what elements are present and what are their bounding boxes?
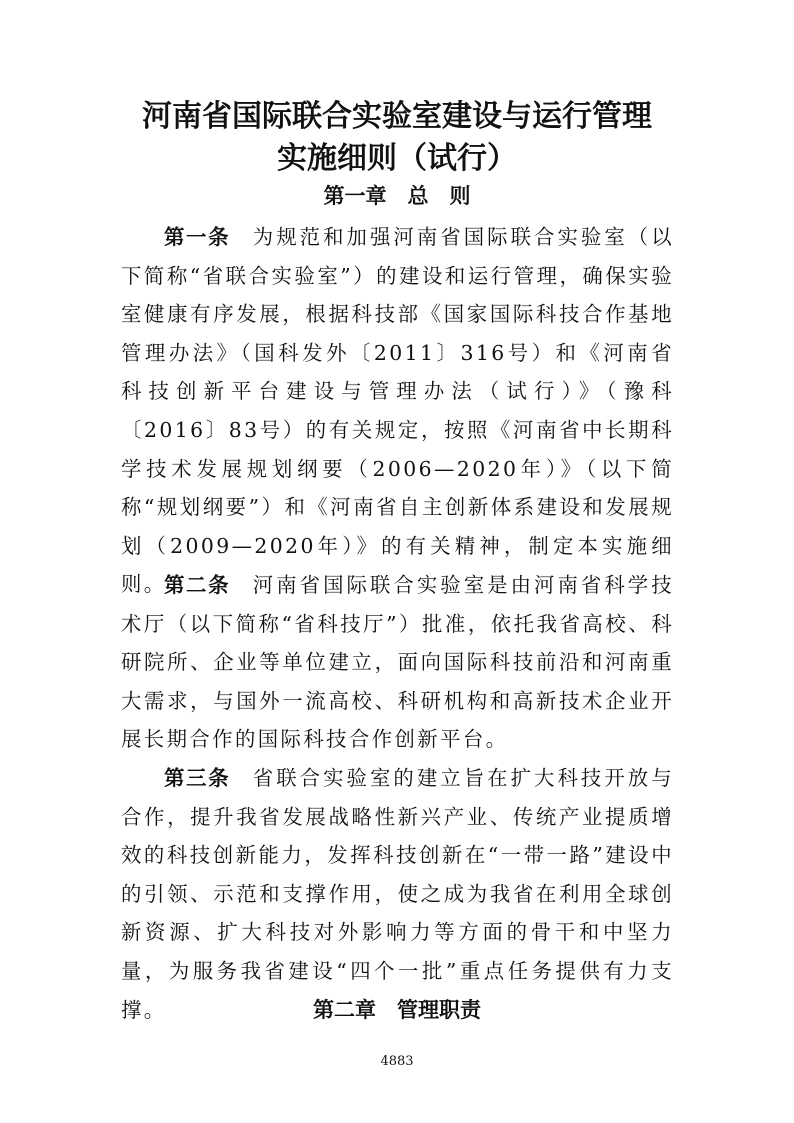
document-title-line-2: 实施细则（试行） bbox=[277, 141, 517, 176]
article-1-label: 第一条 bbox=[164, 225, 231, 249]
article-2-label: 第二条 bbox=[164, 573, 231, 597]
article-1-text: 为规范和加强河南省国际联合实验室（以下简称“省联合实验室”）的建设和运行管理，确保实验室健康有序发展，根据科技部《国家国际科技合作基地管理办法》（国科发外〔2011〕316号）和《河南省科技创新平台建设与管理办法（试行）》（豫科〔2016〕83号）的有关规定，按照《河南省中长期科学技术发展规划纲要（2006—2020年）》（以下简称“规划纲要”）和《河南省自主创新体系建设和发展规划（2009—2020年）》的有关精神，制定本实施细则。 bbox=[121, 225, 675, 597]
document-title-line-1: 河南省国际联合实验室建设与运行管理 bbox=[142, 99, 652, 134]
article-1 bbox=[121, 218, 674, 604]
article-2-text: 河南省国际联合实验室是由河南省科学技术厅（以下简称“省科技厅”）批准，依托我省高校、科研院所、企业等单位建立，面向国际科技前沿和河南重大需求，与国外一流高校、科研机构和高新技术企业开展长期合作的国际科技合作创新平台。 bbox=[121, 573, 675, 752]
chapter-heading-2: 第二章 管理职责 bbox=[313, 998, 481, 1022]
article-2 bbox=[121, 566, 674, 759]
article-3-label: 第三条 bbox=[164, 766, 231, 790]
article-3 bbox=[121, 759, 674, 1029]
article-3-text: 省联合实验室的建立旨在扩大科技开放与合作，提升我省发展战略性新兴产业、传统产业提质增效的科技创新能力，发挥科技创新在“一带一路”建设中的引领、示范和支撑作用，使之成为我省在利用全球创新资源、扩大科技对外影响力等方面的骨干和中坚力量，为服务我省建设“四个一批”重点任务提供有力支撑。 bbox=[121, 766, 675, 1022]
chapter-heading-1: 第一章 总 则 bbox=[323, 184, 471, 208]
page-number: 4883 bbox=[380, 1054, 414, 1069]
